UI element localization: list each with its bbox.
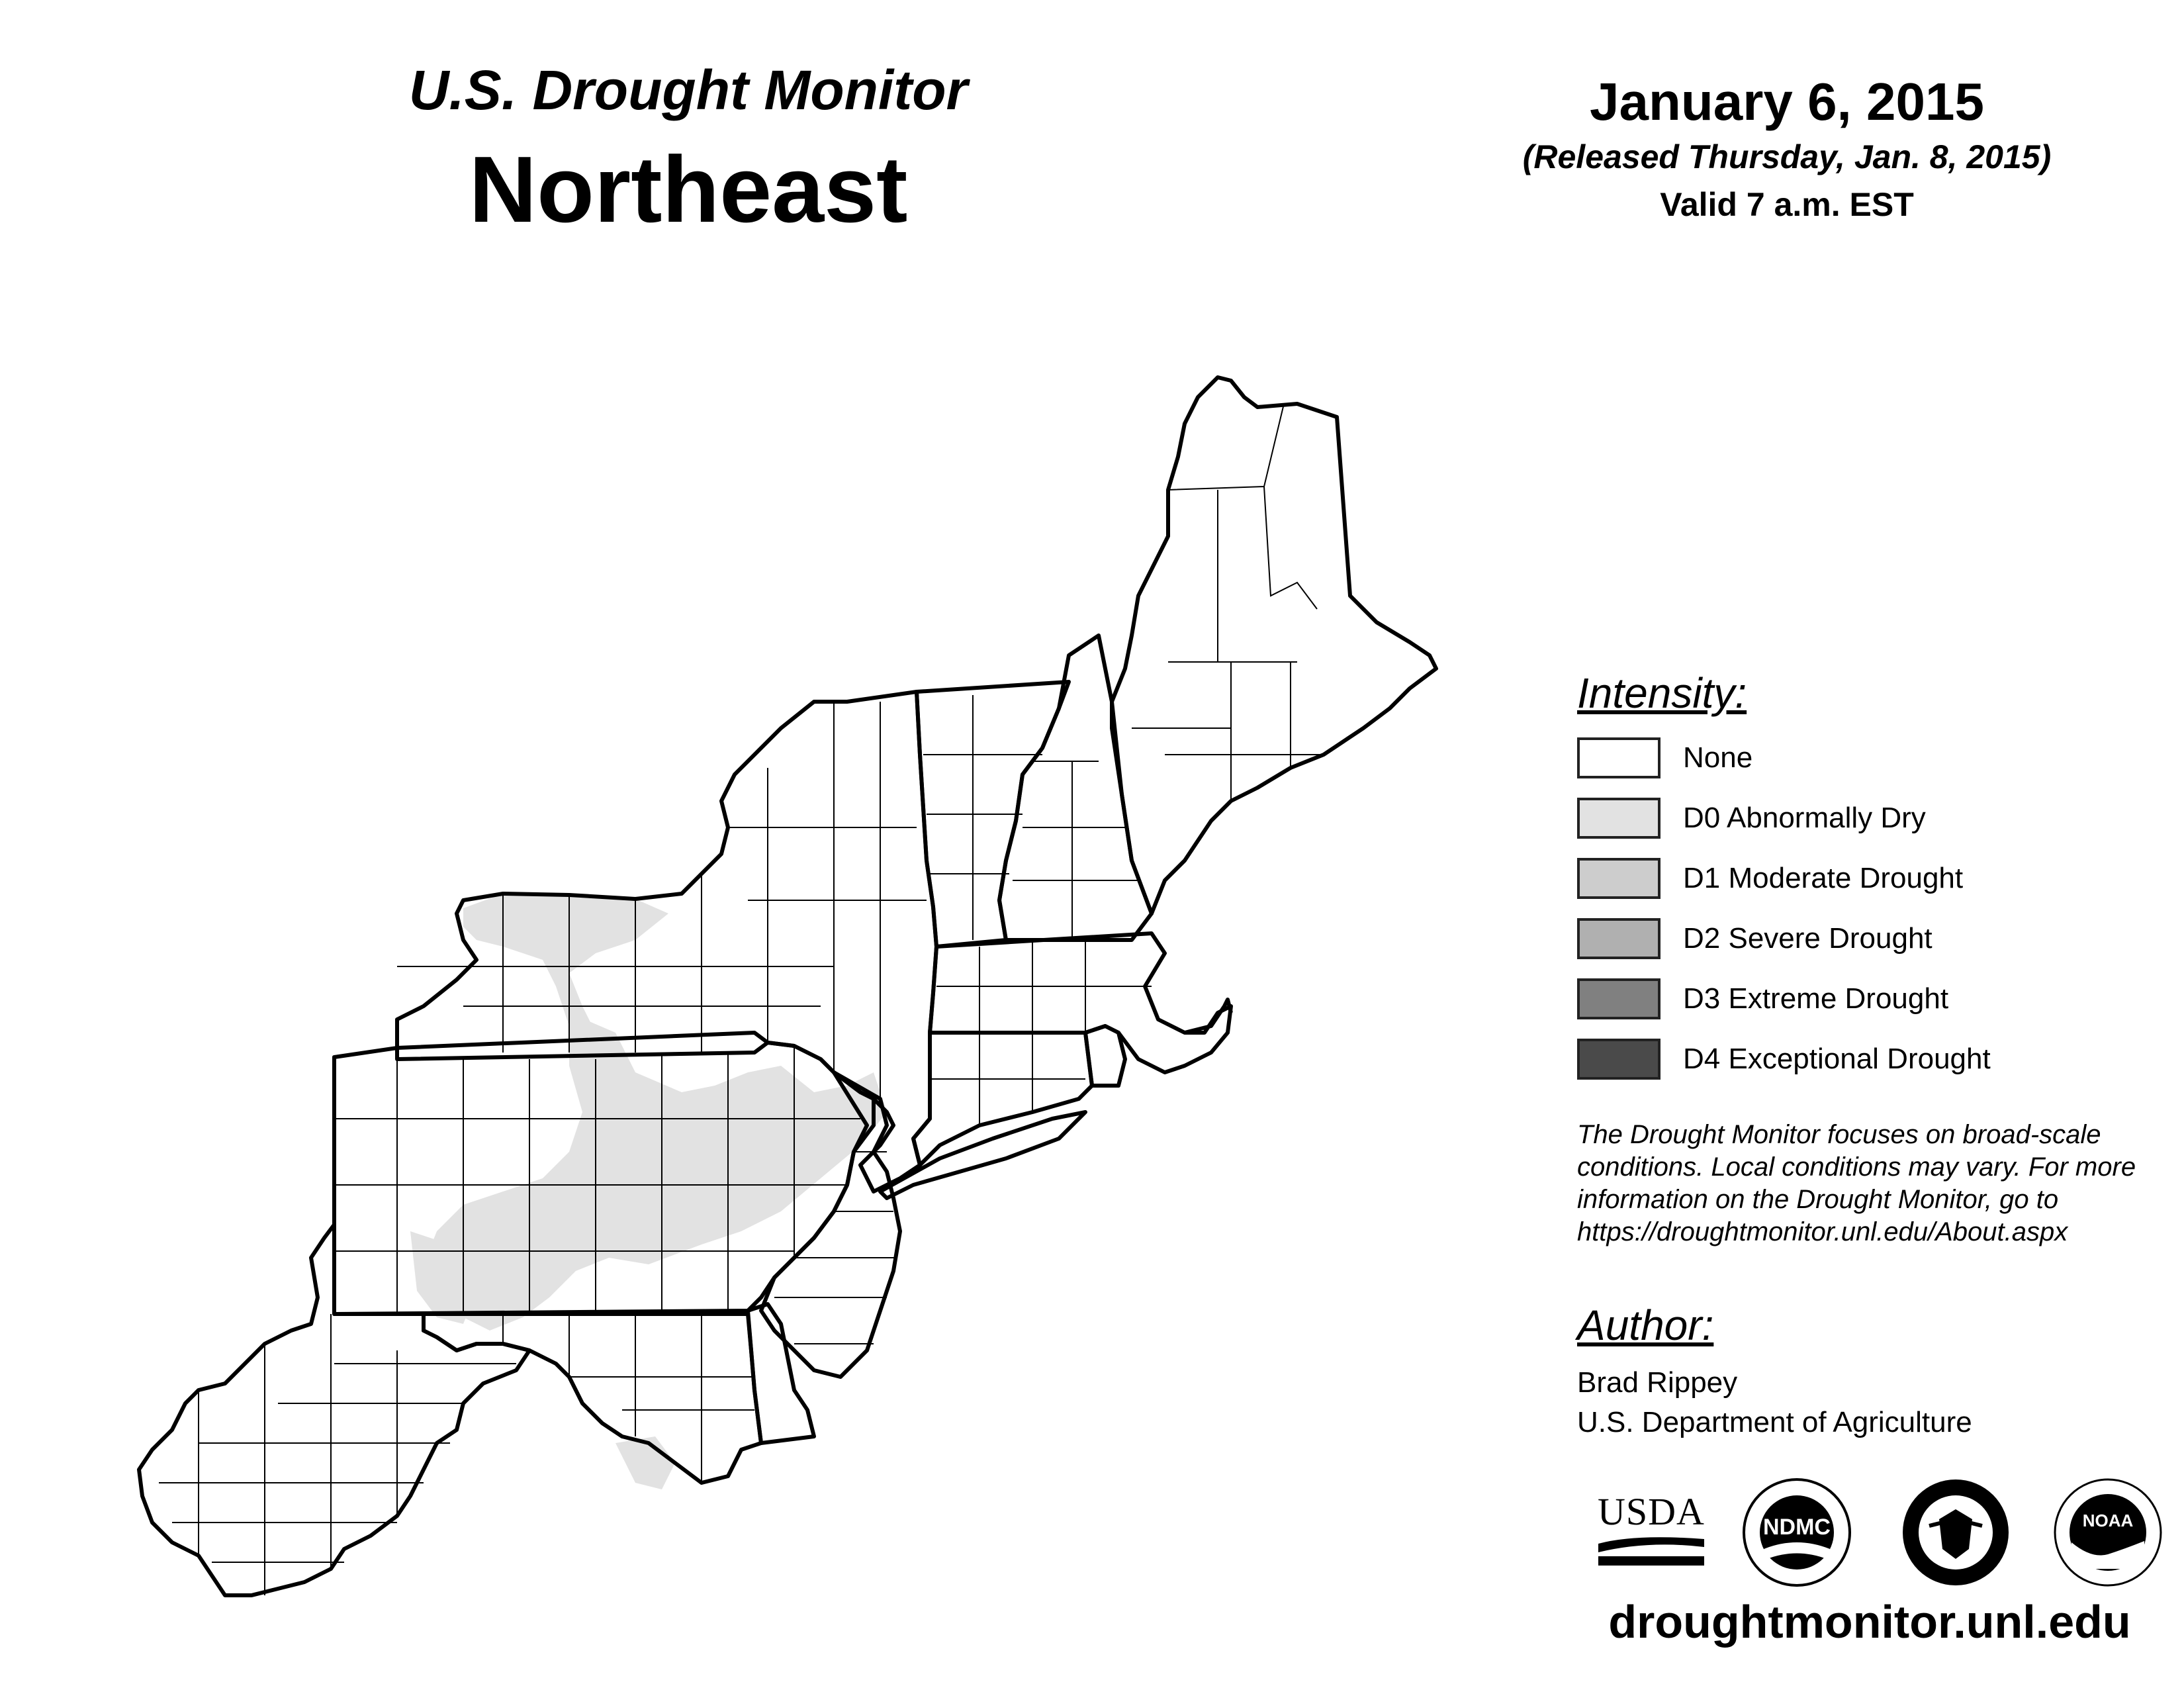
region-title: Northeast [469, 137, 908, 242]
disclaimer-note [1577, 1119, 2173, 1248]
map-date: January 6, 2015 [1590, 72, 1984, 131]
noaa-wordmark: NOAA [2082, 1511, 2134, 1530]
legend-item-d1 [1577, 857, 1963, 900]
ndmc-logo [1741, 1476, 1853, 1589]
legend-item-d4 [1577, 1037, 1991, 1081]
cape-cod [1185, 1000, 1231, 1033]
legend-label: D2 Severe Drought [1683, 922, 1933, 955]
valid-time: Valid 7 a.m. EST [1660, 186, 1914, 223]
vermont-counties [923, 695, 1042, 940]
legend-label: D1 Moderate Drought [1683, 862, 1964, 894]
eagle-seal-icon [1899, 1476, 2012, 1589]
maine-counties [1132, 404, 1324, 801]
connecticut-outline [913, 1033, 1092, 1165]
release-date: (Released Thursday, Jan. 8, 2015) [1522, 138, 2052, 175]
west-virginia-counties [159, 1314, 516, 1595]
legend-swatch [1577, 858, 1661, 899]
connecticut-counties [930, 1033, 1085, 1125]
author-name: Brad Rippey [1577, 1366, 1738, 1399]
usda-hills-icon [1595, 1534, 1707, 1567]
legend-item-d0 [1577, 796, 1926, 840]
rhode-island-outline [1085, 1026, 1125, 1086]
legend-swatch [1577, 798, 1661, 839]
massachusetts-counties [936, 940, 1152, 1033]
legend-swatch [1577, 737, 1661, 778]
legend-swatch [1577, 1039, 1661, 1080]
website-link[interactable]: droughtmonitor.unl.edu [1608, 1596, 2131, 1648]
noaa-seal-icon [2052, 1476, 2164, 1589]
author-title: Author: [1577, 1301, 1714, 1349]
massachusetts-outline [930, 933, 1231, 1072]
ndmc-wordmark: NDMC [1763, 1515, 1831, 1540]
note-line: The Drought Monitor focuses on broad-scale [1577, 1120, 2101, 1149]
legend-swatch [1577, 978, 1661, 1019]
legend-item-d2 [1577, 917, 1933, 961]
legend-item-d3 [1577, 977, 1948, 1021]
note-line: conditions. Local conditions may vary. For more [1577, 1152, 2136, 1182]
product-title: U.S. Drought Monitor [408, 59, 968, 121]
note-line: information on the Drought Monitor, go to [1577, 1185, 2059, 1214]
maryland-outline [424, 1314, 761, 1483]
legend-item-none [1577, 736, 1752, 780]
usda-wordmark: USDA [1598, 1490, 1705, 1533]
legend-label: D4 Exceptional Drought [1683, 1043, 1991, 1075]
legend-title: Intensity: [1577, 669, 1747, 717]
usda-logo [1595, 1489, 1707, 1562]
d0-central-pennsylvania [424, 1013, 887, 1331]
legend-label: None [1683, 741, 1753, 774]
legend-label: D3 Extreme Drought [1683, 982, 1949, 1015]
maine-outline [1112, 377, 1436, 914]
state-boundaries [139, 377, 1436, 1595]
author-org: U.S. Department of Agriculture [1577, 1406, 1972, 1438]
legend-swatch [1577, 918, 1661, 959]
d0-western-ny [463, 894, 668, 1053]
legend-label: D0 Abnormally Dry [1683, 802, 1926, 834]
drought-areas-d0 [410, 894, 887, 1489]
d0-southern-maryland [615, 1436, 675, 1489]
note-link[interactable]: https://droughtmonitor.unl.edu/About.aspx [1577, 1217, 2068, 1246]
new-york-counties [397, 702, 927, 1099]
commerce-seal-logo [1899, 1476, 2012, 1589]
noaa-logo [2052, 1476, 2164, 1589]
